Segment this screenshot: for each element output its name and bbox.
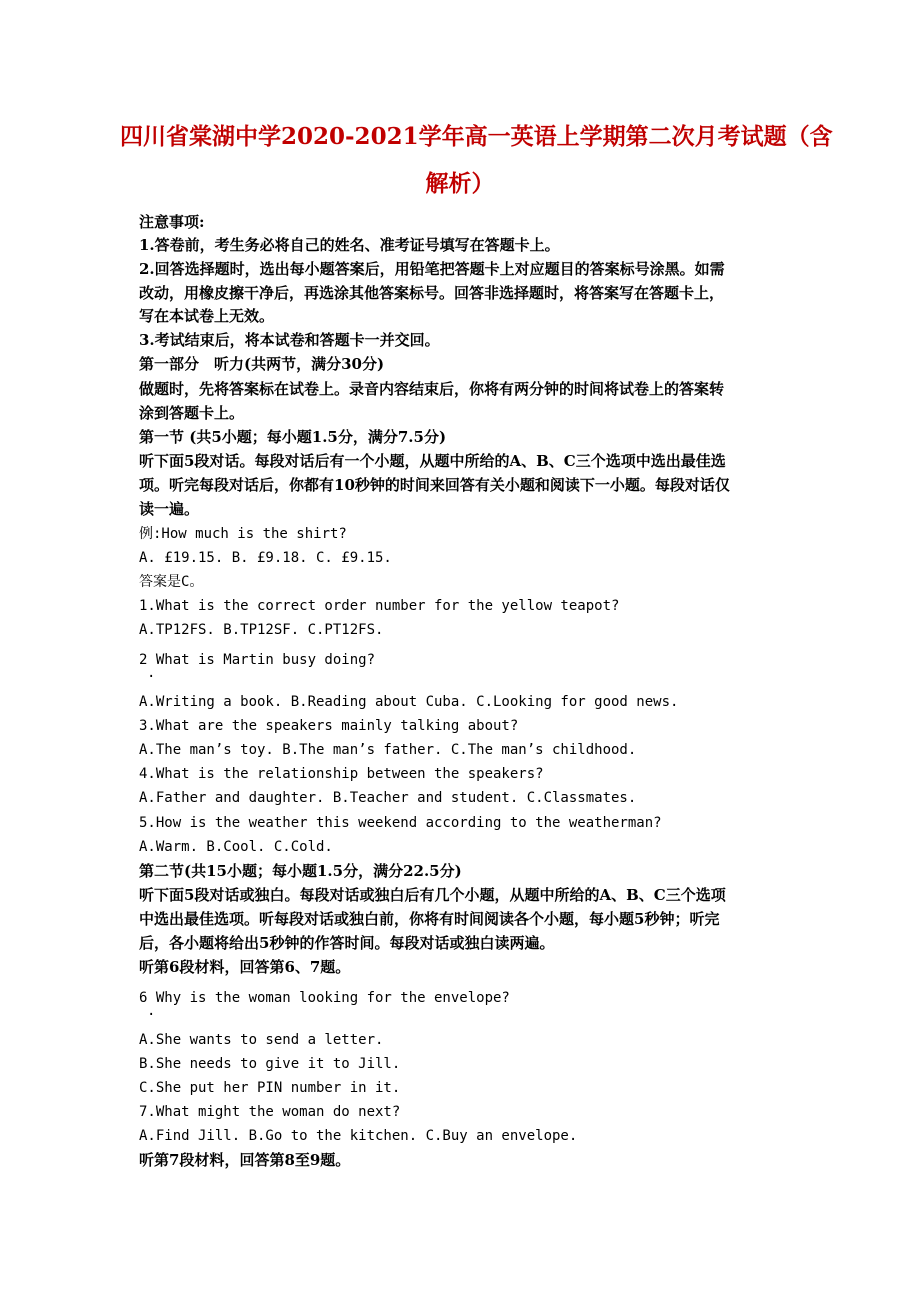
question-7-options: A.Find Jill. B.Go to the kitchen. C.Buy an envelope.: [139, 1128, 578, 1144]
section1-desc-line3: 读一遍。: [139, 500, 200, 518]
question-7: 7.What might the woman do next?: [139, 1104, 401, 1120]
section1-desc-line2: 项。听完每段对话后，你都有10秒钟的时间来回答有关小题和阅读下一小题。每段对话仅: [139, 476, 730, 494]
question-2: 2 What is Martin busy doing?: [139, 652, 376, 668]
material-7-heading: 听第7段材料，回答第8至9题。: [139, 1151, 351, 1169]
part1-heading: 第一部分 听力(共两节，满分30分): [139, 355, 385, 373]
question-5-options: A.Warm. B.Cool. C.Cold.: [139, 839, 333, 855]
section2-heading: 第二节(共15小题；每小题1.5分，满分22.5分): [139, 862, 462, 880]
material-6-heading: 听第6段材料，回答第6、7题。: [139, 958, 351, 976]
document-title-line1: 四川省棠湖中学2020-2021学年高一英语上学期第二次月考试题（含: [120, 123, 833, 150]
question-3: 3.What are the speakers mainly talking about?: [139, 718, 519, 734]
question-4: 4.What is the relationship between the speakers?: [139, 766, 544, 782]
question-1: 1.What is the correct order number for the yellow teapot?: [139, 598, 620, 614]
question-2-dot: ·: [147, 669, 156, 685]
question-5: 5.How is the weather this weekend according to the weatherman?: [139, 815, 662, 831]
question-6-option-c: C.She put her PIN number in it.: [139, 1080, 401, 1096]
question-4-options: A.Father and daughter. B.Teacher and student. C.Classmates.: [139, 790, 637, 806]
question-6-option-a: A.She wants to send a letter.: [139, 1032, 384, 1048]
section2-desc-line1: 听下面5段对话或独白。每段对话或独白后有几个小题，从题中所给的A、B、C三个选项: [139, 886, 726, 904]
question-6-dot: ·: [147, 1007, 156, 1023]
example-question: 例:How much is the shirt?: [139, 526, 347, 542]
question-3-options: A.The man’s toy. B.The man’s father. C.The man’s childhood.: [139, 742, 637, 758]
example-options: A. £19.15. B. £9.18. C. £9.15.: [139, 550, 392, 566]
document-title-line2: 解析）: [425, 170, 495, 197]
part1-desc-line2: 涂到答题卡上。: [139, 404, 245, 422]
question-2-options: A.Writing a book. B.Reading about Cuba. C.Looking for good news.: [139, 694, 679, 710]
notice-item-2-line2: 改动，用橡皮擦干净后，再选涂其他答案标号。回答非选择题时，将答案写在答题卡上，: [139, 284, 725, 302]
question-6-option-b: B.She needs to give it to Jill.: [139, 1056, 401, 1072]
notice-item-1: 1.答卷前，考生务必将自己的姓名、准考证号填写在答题卡上。: [139, 236, 560, 254]
notice-heading: 注意事项:: [139, 213, 205, 231]
part1-desc-line1: 做题时，先将答案标在试卷上。录音内容结束后，你将有两分钟的时间将试卷上的答案转: [139, 380, 725, 398]
section2-desc-line3: 后，各小题将给出5秒钟的作答时间。每段对话或独白读两遍。: [139, 934, 555, 952]
section1-desc-line1: 听下面5段对话。每段对话后有一个小题，从题中所给的A、B、C三个选项中选出最佳选: [139, 452, 726, 470]
question-1-options: A.TP12FS. B.TP12SF. C.PT12FS.: [139, 622, 384, 638]
question-6: 6 Why is the woman looking for the envelope?: [139, 990, 510, 1006]
example-answer: 答案是C。: [139, 574, 204, 590]
notice-item-2-line3: 写在本试卷上无效。: [139, 307, 275, 325]
section2-desc-line2: 中选出最佳选项。听每段对话或独白前，你将有时间阅读各个小题，每小题5秒钟；听完: [139, 910, 720, 928]
section1-heading: 第一节 (共5小题；每小题1.5分，满分7.5分): [139, 428, 447, 446]
notice-item-2-line1: 2.回答选择题时，选出每小题答案后，用铅笔把答题卡上对应题目的答案标号涂黑。如需: [139, 260, 725, 278]
notice-item-3: 3.考试结束后，将本试卷和答题卡一并交回。: [139, 331, 440, 349]
